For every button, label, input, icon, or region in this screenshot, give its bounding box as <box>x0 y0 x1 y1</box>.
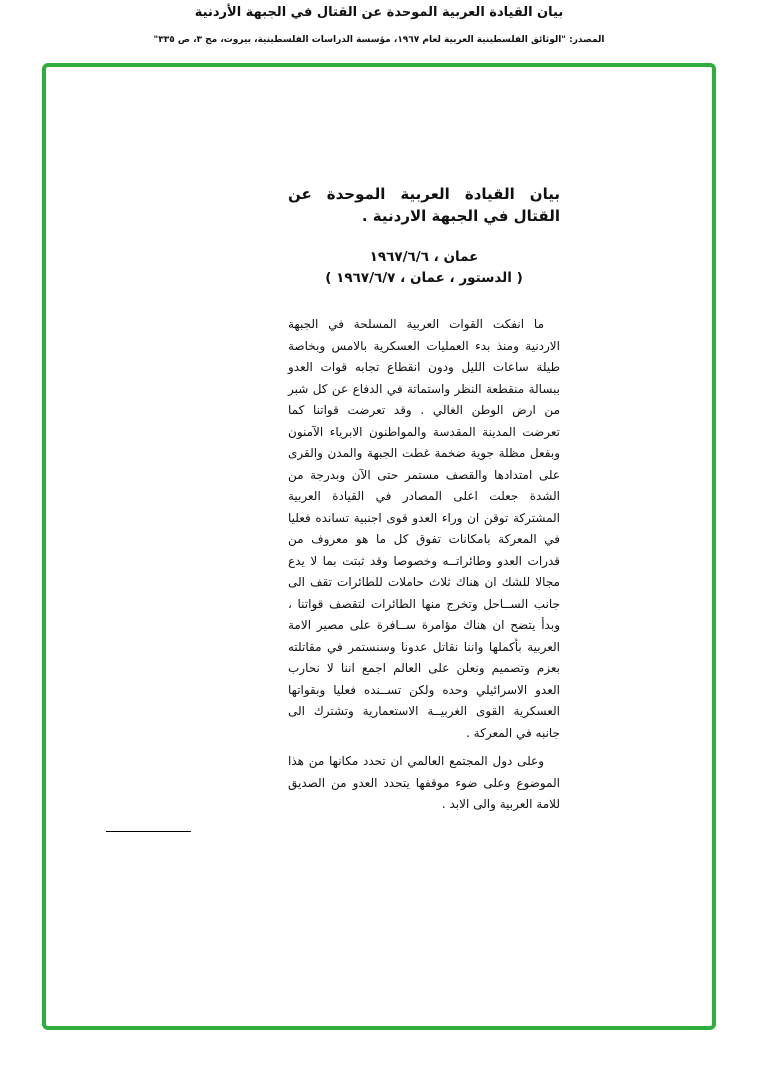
document-citation: ( الدستور ، عمان ، ١٩٦٧/٦/٧ ) <box>325 270 523 286</box>
document-title: بيان القيادة العربية الموحدة عن القتال في الجبهة الاردنية . <box>288 185 560 225</box>
document-place-date: عمان ، ١٩٦٧/٦/٦ <box>369 249 479 265</box>
page-header-title: بيان القيادة العربية الموحدة عن القتال في الجبهة الأردنية <box>194 5 564 20</box>
document-text <box>288 314 560 816</box>
document-paragraph: وعلى دول المجتمع العالمي ان تحدد مكانها من هذا الموضوع وعلى ضوء موقفها يتحدد العدو من الصديق للامة العربية والى الابد . <box>288 754 560 811</box>
document-paragraph: ما انفكت القوات العربية المسلحة في الجبهة الاردنية ومنذ بدء العمليات العسكرية بالامس وبخاصة طيلة ساعات الليل ودون انقطاع تجابه قوات العدو ببسالة منقطعة النظر واستماتة في الدفاع عن كل شبر من ارض الوطن الغالي . وقد تعرضت قواتنا كما تعرضت المدينة المقدسة والمواطنون الابرياء الآمنون وبفعل مظلة جوية ضخمة غطت الجبهة والمدن والقرى على امتدادها والقصف مستمر حتى الآن وبدرجة من الشدة جعلت اعلى المصادر في القيادة العربية المشتركة توقن ان وراء العدو قوى اجنبية تسانده فعليا في المعركة بامكانات تفوق كل ما هو معروف من قدرات العدو وطائراتــه وخصوصا وقد ثبتت بما لا يدع مجالا للشك ان هناك ثلاث حاملات للطائرات تقف الى جانب الســاحل وتخرج منها الطائرات لتقصف قواتنا ، وبدأ يتضح ان هناك مؤامرة ســافرة على مصير الامة العربية بأكملها واننا نقاتل عدونا وسنستمر في مقاتلته بعزم وتصميم ونعلن على العالم اجمع اننا لا نحارب العدو الاسرائيلي وحده ولكن تســنده فعليا وبقواتها العسكرية القوى الغربيــة الاستعمارية وتشترك الى جانبه في المعركة . <box>288 317 560 740</box>
page-header-source: المصدر: "الوثائق الفلسطينية العربية لعام ١٩٦٧، مؤسسة الدراسات الفلسطينية، بيروت، مج ٣، ص ٣٣٥" <box>153 35 605 45</box>
document-body-column <box>288 183 560 832</box>
end-divider <box>106 831 191 832</box>
document-frame <box>42 63 716 1030</box>
